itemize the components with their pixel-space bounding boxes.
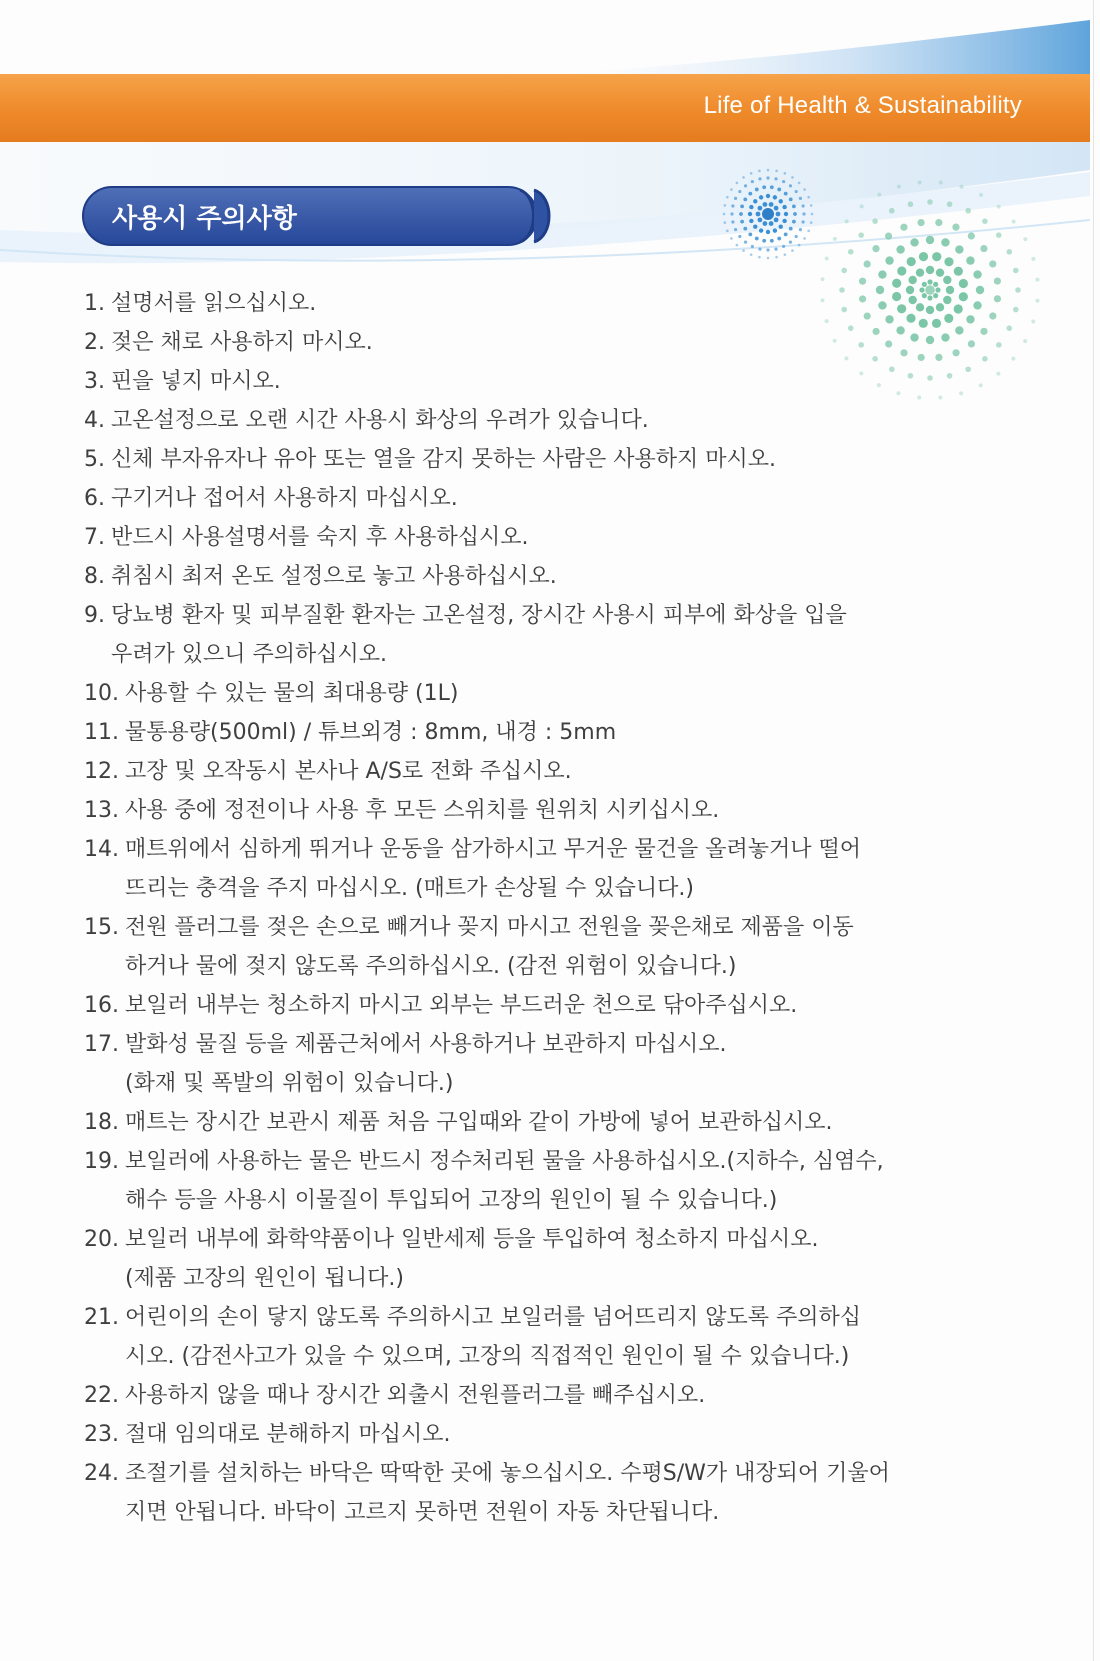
list-item-line: 사용 중에 정전이나 사용 후 모든 스위치를 원위치 시키십시오. [125,798,720,823]
list-item-number: 23. [84,1422,119,1447]
list-item-number: 2. [84,330,105,355]
list-item-line: 보일러에 사용하는 물은 반드시 정수처리된 물을 사용하십시오.(지하수, 심염수, [125,1149,884,1174]
list-item-line: 반드시 사용설명서를 숙지 후 사용하십시오. [111,525,529,550]
list-item-text [111,323,373,362]
list-item [84,791,1024,830]
list-item [84,986,1024,1025]
list-item-line: 매트는 장시간 보관시 제품 처음 구입때와 같이 가방에 넣어 보관하십시오. [125,1110,833,1135]
list-item-text [125,1142,884,1220]
list-item-line: 어린이의 손이 닿지 않도록 주의하시고 보일러를 넘어뜨리지 않도록 주의하십 [125,1305,862,1330]
list-item [84,479,1024,518]
list-item [84,908,1024,986]
list-item [84,713,1024,752]
list-item-number: 22. [84,1383,119,1408]
list-item [84,284,1024,323]
list-item-line: 보일러 내부에 화학약품이나 일반세제 등을 투입하여 청소하지 마십시오. [125,1227,819,1252]
list-item-line: 고온설정으로 오랜 시간 사용시 화상의 우려가 있습니다. [111,408,649,433]
list-item-line: 전원 플러그를 젖은 손으로 빼거나 꽂지 마시고 전원을 꽂은채로 제품을 이동 [125,915,854,940]
list-item [84,1025,1024,1103]
list-item-number: 19. [84,1149,119,1174]
list-item-text [111,440,776,479]
list-item-text [125,1103,833,1142]
list-item [84,1220,1024,1298]
list-item [84,1454,1024,1532]
list-item-line: 발화성 물질 등을 제품근처에서 사용하거나 보관하지 마십시오. [125,1032,727,1057]
list-item-number: 6. [84,486,105,511]
list-item-number: 16. [84,993,119,1018]
list-item-number: 1. [84,291,105,316]
list-item-number: 8. [84,564,105,589]
list-item-number: 3. [84,369,105,394]
list-item [84,1415,1024,1454]
list-item [84,557,1024,596]
list-item-line: 고장 및 오작동시 본사나 A/S로 전화 주십시오. [125,759,572,784]
list-item-line: 물통용량(500ml) / 튜브외경 : 8mm, 내경 : 5mm [125,720,617,745]
list-item-line: (제품 고장의 원인이 됩니다.) [125,1266,404,1291]
list-item-line: 해수 등을 사용시 이물질이 투입되어 고장의 원인이 될 수 있습니다.) [125,1188,778,1213]
list-item-text [111,557,557,596]
list-item-line: 핀을 넣지 마시오. [111,369,281,394]
list-item [84,401,1024,440]
list-item-text [125,1025,727,1103]
list-item-number: 4. [84,408,105,433]
list-item [84,752,1024,791]
list-item [84,830,1024,908]
page-edge-line [1093,0,1094,1661]
list-item [84,1298,1024,1376]
list-item-number: 24. [84,1461,119,1486]
list-item-line: 하거나 물에 젖지 않도록 주의하십시오. (감전 위험이 있습니다.) [125,954,737,979]
list-item-line: 뜨리는 충격을 주지 마십시오. (매트가 손상될 수 있습니다.) [125,876,694,901]
list-item-text [125,1298,861,1376]
list-item-text [125,830,861,908]
list-item-number: 13. [84,798,119,823]
list-item-line: 설명서를 읽으십시오. [111,291,317,316]
list-item-text [125,791,719,830]
list-item-line: 매트위에서 심하게 뛰거나 운동을 삼가하시고 무거운 물건을 올려놓거나 떨어 [125,837,862,862]
list-item-number: 14. [84,837,119,862]
list-item-line: 절대 임의대로 분해하지 마십시오. [125,1422,451,1447]
double-chevron-right-icon [516,188,576,244]
list-item-text [111,284,316,323]
list-item-text [125,752,572,791]
list-item [84,440,1024,479]
blue-dot-burst-graphic [720,166,816,262]
list-item-line: (화재 및 폭발의 위험이 있습니다.) [125,1071,454,1096]
list-item-text [125,986,797,1025]
list-item-text [125,1454,890,1532]
list-item-text [125,713,616,752]
list-item-text [125,1415,451,1454]
list-item-line: 우려가 있으니 주의하십시오. [111,642,388,667]
precautions-list [84,284,1024,1532]
list-item-text [125,674,458,713]
list-item-text [111,362,281,401]
list-item-number: 12. [84,759,119,784]
list-item [84,596,1024,674]
list-item-text [111,479,458,518]
section-title: 사용시 주의사항 [112,204,297,234]
list-item-number: 21. [84,1305,119,1330]
list-item-number: 20. [84,1227,119,1252]
list-item [84,674,1024,713]
list-item-text [125,908,854,986]
list-item-line: 보일러 내부는 청소하지 마시고 외부는 부드러운 천으로 닦아주십시오. [125,993,798,1018]
list-item [84,323,1024,362]
list-item [84,1376,1024,1415]
list-item-number: 7. [84,525,105,550]
list-item-line: 지면 안됩니다. 바닥이 고르지 못하면 전원이 자동 차단됩니다. [125,1500,720,1525]
list-item-line: 젖은 채로 사용하지 마시오. [111,330,373,355]
list-item-text [111,596,847,674]
list-item-number: 10. [84,681,119,706]
list-item [84,362,1024,401]
list-item-number: 15. [84,915,119,940]
list-item-line: 취침시 최저 온도 설정으로 놓고 사용하십시오. [111,564,557,589]
list-item-line: 사용하지 않을 때나 장시간 외출시 전원플러그를 빼주십시오. [125,1383,706,1408]
brand-tagline: Life of Health & Sustainability [703,92,1022,119]
list-item-number: 17. [84,1032,119,1057]
list-item [84,1103,1024,1142]
list-item [84,1142,1024,1220]
list-item-text [111,401,649,440]
list-item-text [111,518,529,557]
list-item-text [125,1376,705,1415]
list-item-line: 시오. (감전사고가 있을 수 있으며, 고장의 직접적인 원인이 될 수 있습니다.) [125,1344,850,1369]
list-item-number: 11. [84,720,119,745]
list-item-number: 18. [84,1110,119,1135]
list-item-text [125,1220,819,1298]
list-item-line: 신체 부자유자나 유아 또는 열을 감지 못하는 사람은 사용하지 마시오. [111,447,776,472]
list-item-line: 조절기를 설치하는 바닥은 딱딱한 곳에 놓으십시오. 수평S/W가 내장되어 기울어 [125,1461,890,1486]
list-item-number: 9. [84,603,105,628]
list-item-number: 5. [84,447,105,472]
list-item-line: 당뇨병 환자 및 피부질환 환자는 고온설정, 장시간 사용시 피부에 화상을 입을 [111,603,847,628]
list-item-line: 구기거나 접어서 사용하지 마십시오. [111,486,458,511]
list-item [84,518,1024,557]
list-item-line: 사용할 수 있는 물의 최대용량 (1L) [125,681,459,706]
